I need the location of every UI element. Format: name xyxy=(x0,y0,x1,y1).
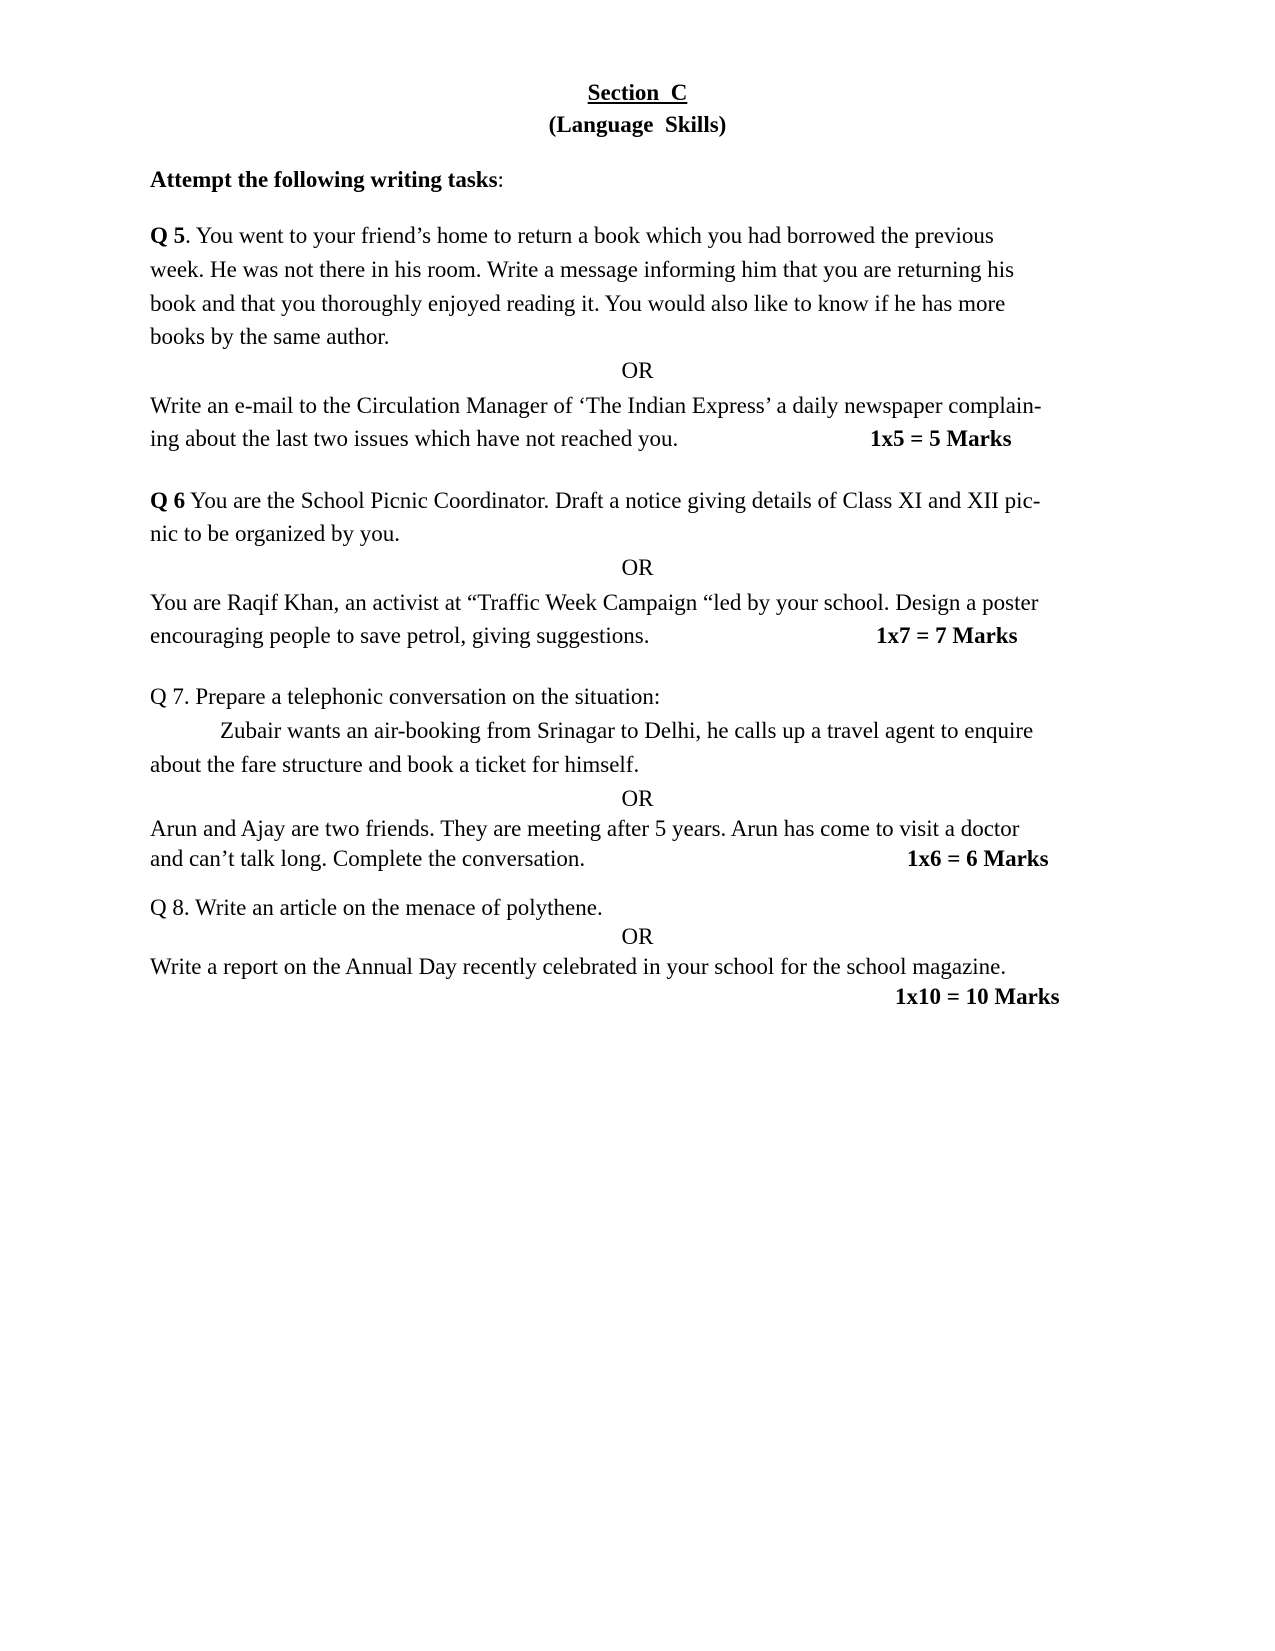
q7-line-1: Q 7. Prepare a telephonic conversation on the situation: xyxy=(150,684,661,709)
q7-line-3: about the fare structure and book a ticket for himself. xyxy=(150,752,640,777)
q7-or: OR xyxy=(621,786,654,811)
q7-marks: 1x6 = 6 Marks xyxy=(907,846,1049,871)
q7-line-2: Zubair wants an air-booking from Srinagar to Delhi, he calls up a travel agent to enquire xyxy=(220,718,1034,743)
instruction-label: Attempt the following writing tasks xyxy=(150,167,498,192)
instruction xyxy=(150,163,504,197)
q7-alt-line-2: and can’t talk long. Complete the conversation. xyxy=(150,846,586,871)
q5-line-1 xyxy=(150,218,1125,254)
q6-marks: 1x7 = 7 Marks xyxy=(876,623,1018,648)
q5-number: Q 5 xyxy=(150,223,186,248)
q5-alt-line-1: Write an e-mail to the Circulation Manager of ‘The Indian Express’ a daily newspaper complain- xyxy=(150,393,1042,418)
q5-alt-line-2: ing about the last two issues which have not reached you. xyxy=(150,426,679,451)
q8-marks: 1x10 = 10 Marks xyxy=(895,984,1060,1009)
q6-line-2: nic to be organized by you. xyxy=(150,521,400,546)
q6-alt-line-1: You are Raqif Khan, an activist at “Traffic Week Campaign “led by your school. Design a poster xyxy=(150,590,1039,615)
section-title xyxy=(0,76,1275,110)
q6-or: OR xyxy=(621,555,654,580)
q6-line-1 xyxy=(150,483,1125,519)
q5-marks: 1x5 = 5 Marks xyxy=(870,426,1012,451)
q6-number: Q 6 xyxy=(150,488,186,513)
q5-or: OR xyxy=(621,358,654,383)
q6-alt-line-2: encouraging people to save petrol, giving suggestions. xyxy=(150,623,650,648)
q7-alt-line-1: Arun and Ajay are two friends. They are meeting after 5 years. Arun has come to visit a doctor xyxy=(150,816,1020,841)
instruction-colon: : xyxy=(497,167,504,192)
q5-line-2: week. He was not there in his room. Write a message informing him that you are returning his xyxy=(150,257,1015,282)
q8-alt-line-1: Write a report on the Annual Day recently celebrated in your school for the school magazine. xyxy=(150,954,1007,979)
section-subtitle: (Language Skills) xyxy=(548,112,727,137)
q5-line-3: book and that you thoroughly enjoyed reading it. You would also like to know if he has more xyxy=(150,291,1006,316)
q5-line-4: books by the same author. xyxy=(150,324,390,349)
q5-line-1-text: . You went to your friend’s home to return a book which you had borrowed the previous xyxy=(185,223,994,248)
q8-line-1: Q 8. Write an article on the menace of polythene. xyxy=(150,895,603,920)
q8-or: OR xyxy=(621,924,654,949)
section-title-text: Section C xyxy=(587,80,688,105)
q6-line-1-text: You are the School Picnic Coordinator. Draft a notice giving details of Class XI and XII pic- xyxy=(185,488,1041,513)
